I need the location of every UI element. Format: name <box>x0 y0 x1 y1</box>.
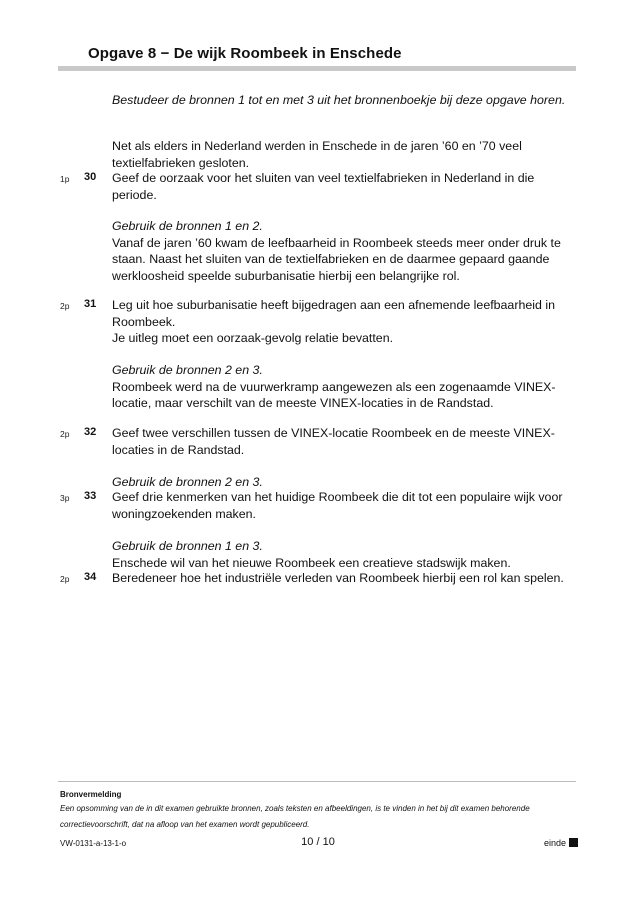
end-label: einde <box>544 838 567 848</box>
question-context: Enschede wil van het nieuwe Roombeek een creatieve stadswijk maken. <box>112 555 511 570</box>
question-number: 32 <box>84 426 97 438</box>
page-number: 10 / 10 <box>301 836 335 848</box>
question-instruction: Gebruik de bronnen 1 en 3. <box>112 539 263 553</box>
question-31 <box>112 297 572 347</box>
question-instruction: Gebruik de bronnen 1 en 2. <box>112 219 263 233</box>
question-31-context <box>112 218 572 284</box>
intro-instruction: Bestudeer de bronnen 1 tot en met 3 uit het bronnenboekje bij deze opgave horen. <box>112 93 566 107</box>
question-points: 2p <box>60 301 70 311</box>
title-divider <box>58 66 576 71</box>
question-context: Roombeek werd na de vuurwerkramp aangewezen als een zogenaamde VINEX-locatie, maar verschilt van de meeste VINEX-locaties in de Randstad. <box>112 379 556 411</box>
question-34 <box>112 570 572 587</box>
question-32-context <box>112 362 572 412</box>
end-marker <box>544 838 578 848</box>
question-instruction: Gebruik de bronnen 2 en 3. <box>112 363 263 377</box>
question-33 <box>112 489 572 522</box>
question-points: 1p <box>60 174 70 184</box>
question-number: 33 <box>84 490 97 502</box>
intro-block <box>112 92 572 109</box>
page-title: Opgave 8 − De wijk Roombeek in Enschede <box>88 45 402 62</box>
footer-divider <box>58 781 576 782</box>
exam-code: VW-0131-a-13-1-o <box>60 839 127 848</box>
question-number: 31 <box>84 298 97 310</box>
question-points: 2p <box>60 429 70 439</box>
intro-context-block <box>112 138 572 171</box>
question-text: Geef twee verschillen tussen de VINEX-locatie Roombeek en de meeste VINEX-locaties in de Randstad. <box>112 426 555 457</box>
source-heading: Bronvermelding <box>60 790 122 799</box>
source-text: Een opsomming van de in dit examen gebruikte bronnen, zoals teksten en afbeeldingen, is te vinden in het bij dit examen behorende correctievoorschrift, dat na afloop van het examen wordt gepubliceerd. <box>60 804 530 829</box>
question-number: 34 <box>84 571 97 583</box>
question-points: 3p <box>60 493 70 503</box>
question-30 <box>112 170 572 203</box>
question-instruction: Gebruik de bronnen 2 en 3. <box>112 475 263 489</box>
question-text: Geef de oorzaak voor het sluiten van veel textielfabrieken in Nederland in die periode. <box>112 171 535 202</box>
question-number: 30 <box>84 171 97 183</box>
question-text: Geef drie kenmerken van het huidige Roombeek die dit tot een populaire wijk voor woningzoekenden maken. <box>112 490 563 521</box>
question-points: 2p <box>60 574 70 584</box>
question-34-context <box>112 538 572 571</box>
question-text: Beredeneer hoe het industriële verleden van Roombeek hierbij een rol kan spelen. <box>112 571 564 585</box>
intro-context: Net als elders in Nederland werden in Enschede in de jaren ’60 en ’70 veel textielfabrieken gesloten. <box>112 139 522 170</box>
end-square-icon <box>569 838 578 847</box>
question-text: Leg uit hoe suburbanisatie heeft bijgedragen aan een afnemende leefbaarheid in Roombeek. <box>112 298 555 329</box>
question-32 <box>112 425 572 458</box>
question-text-extra: Je uitleg moet een oorzaak-gevolg relatie bevatten. <box>112 331 394 346</box>
question-context: Vanaf de jaren ’60 kwam de leefbaarheid in Roombeek steeds meer onder druk te staan. Naast het sluiten van de textielfabrieken en de daarmee gepaard gaande werkloosheid speelde suburbanisatie hierbij een belangrijke rol. <box>112 235 561 283</box>
